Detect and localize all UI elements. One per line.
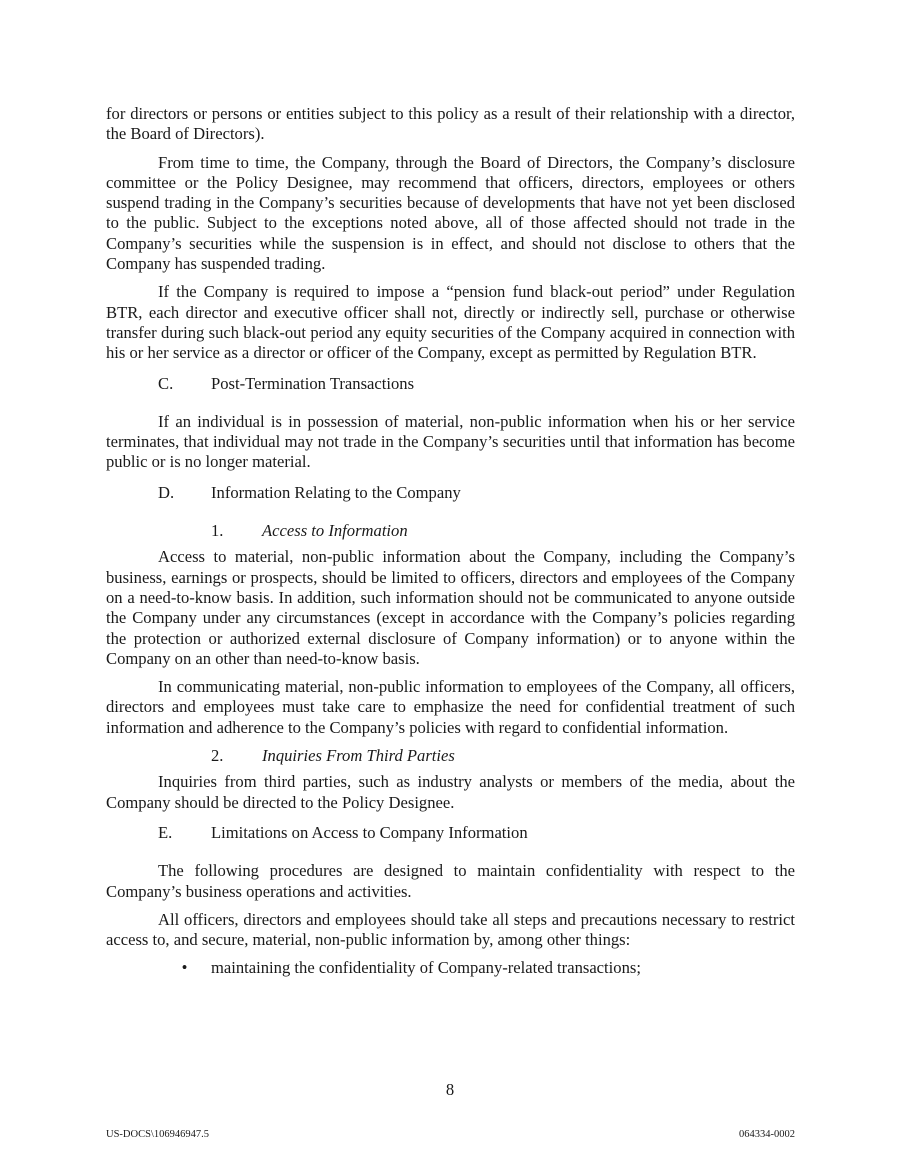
section-title: Limitations on Access to Company Information: [211, 822, 528, 842]
subsection-title: Access to Information: [262, 521, 408, 541]
paragraph: All officers, directors and employees should take all steps and precautions necessary to restrict access to, and secure, material, non-public information by, among other things:: [106, 909, 795, 950]
paragraph: If the Company is required to impose a “pension fund black-out period” under Regulation BTR, each director and executive officer shall not, directly or indirectly sell, purchase or otherwise transfer during such black-out period any equity securities of the Company acquired in connection with his or her service as a director or officer of the Company, except as permitted by Regulation BTR.: [106, 282, 795, 363]
subsection-title: Inquiries From Third Parties: [262, 746, 455, 766]
paragraph: In communicating material, non-public information to employees of the Company, all officers, directors and employees must take care to emphasize the need for confidential treatment of such information and adherence to the Company’s policies with regard to confidential information.: [106, 677, 795, 737]
paragraph: Inquiries from third parties, such as industry analysts or members of the media, about the Company should be directed to the Policy Designee.: [106, 772, 795, 812]
section-heading-d: [106, 483, 795, 503]
paragraph: If an individual is in possession of material, non-public information when his or her service terminates, that individual may not trade in the Company’s securities until that information has become public or is no longer material.: [106, 411, 795, 472]
section-title: Post-Termination Transactions: [211, 373, 415, 393]
subsection-heading-1: [106, 521, 795, 541]
bullet-text: maintaining the confidentiality of Company-related transactions;: [211, 958, 641, 978]
section-heading-e: [106, 823, 795, 843]
paragraph: for directors or persons or entities subject to this policy as a result of their relationship with a director, the Board of Directors).: [106, 104, 795, 144]
document-body: [106, 104, 795, 979]
paragraph: From time to time, the Company, through the Board of Directors, the Company’s disclosure committee or the Policy Designee, may recommend that officers, directors, employees or others suspend trading in the Company’s securities because of developments that have not yet been disclosed to the public. Subject to the exceptions noted above, all of those affected should not trade in the Company’s securities while the suspension is in effect, and should not disclose to others that the Company has suspended trading.: [106, 152, 795, 274]
section-title: Information Relating to the Company: [211, 482, 461, 502]
section-number: D.: [158, 482, 175, 502]
section-number: C.: [158, 373, 174, 393]
footer-document-id: US-DOCS\106946947.5: [106, 1129, 209, 1140]
section-heading-c: [106, 374, 795, 394]
subsection-heading-2: [106, 746, 795, 766]
section-number: E.: [158, 822, 173, 842]
footer-matter-number: 064334-0002: [739, 1129, 795, 1140]
subsection-number: 1.: [211, 521, 224, 541]
subsection-number: 2.: [211, 746, 224, 766]
bullet-item: [106, 958, 795, 978]
bullet-dot-icon: •: [181, 958, 188, 978]
paragraph: The following procedures are designed to maintain confidentiality with respect to the Company’s business operations and activities.: [106, 861, 795, 901]
page-number: 8: [445, 1080, 455, 1099]
paragraph: Access to material, non-public information about the Company, including the Company’s business, earnings or prospects, should be limited to officers, directors and employees of the Company on a need-to-know basis. In addition, such information should not be communicated to anyone outside the Company under any circumstances (except in accordance with the Company’s policies regarding the protection or authorized external disclosure of Company information) or to anyone within the Company on an other than need-to-know basis.: [106, 547, 795, 668]
